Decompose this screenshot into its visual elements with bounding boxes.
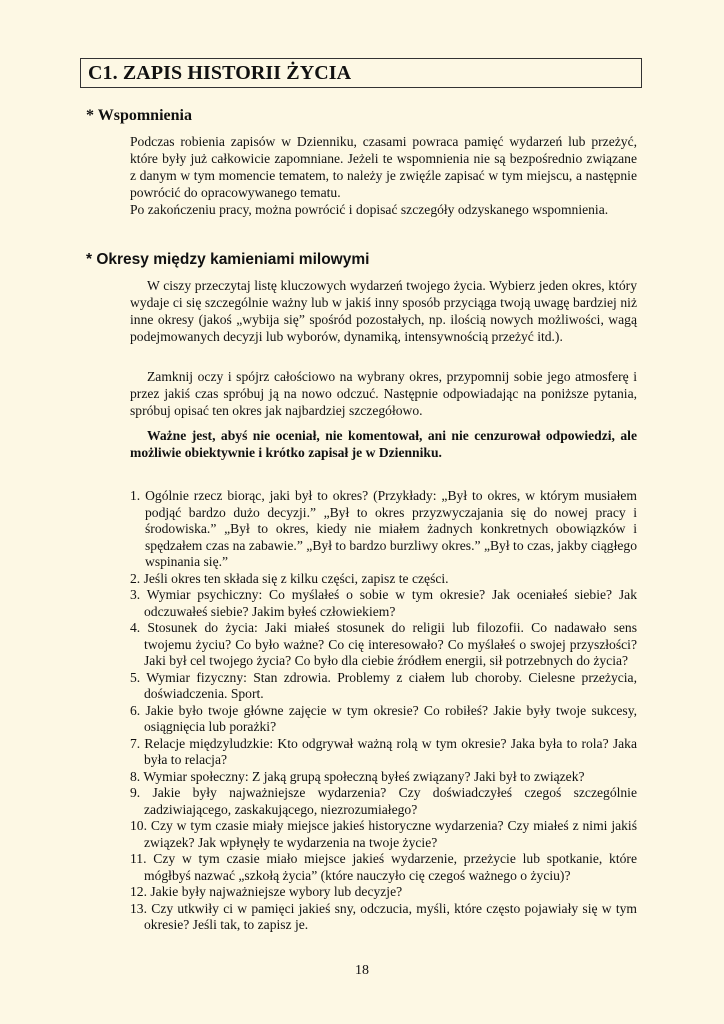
question-item: 3. Wymiar psychiczny: Co myślałeś o sobie w tym okresie? Jak oceniałeś siebie? Jak odczuwałeś siebie? Jakim byłeś człowiekiem? (130, 587, 637, 619)
section-heading-memories: * Wspomnienia (86, 107, 192, 124)
question-item: 6. Jakie było twoje główne zajęcie w tym okresie? Co robiłeś? Jakie były twoje sukcesy, osiągnięcia lub porażki? (130, 702, 637, 734)
periods-paragraph-2: Zamknij oczy i spójrz całościowo na wybrany okres, przypomnij sobie jego atmosferę i przez jakiś czas spróbuj ją na nowo odczuć. Następnie odpowiadając na poniższe pytania, spróbuj opisać ten okres jak najbardziej szczegółowo. (130, 369, 637, 418)
memories-paragraph-1: Podczas robienia zapisów w Dzienniku, czasami powraca pamięć wydarzeń lub przeżyć, które były już całkowicie zapomniane. Jeżeli te wspomnienia nie są bezpośrednio związane z danym w tym momencie tematem, to należy je zwięźle zapisać w tym miejscu, a następnie powrócić do opracowywanego tematu. (130, 134, 637, 200)
question-item: 4. Stosunek do życia: Jaki miałeś stosunek do religii lub filozofii. Co nadawało sens twojemu życiu? Co było ważne? Co cię interesowało? Co myślałeś o swojej przyszłości? Jaki był cel twojego życia? Co było dla ciebie źródłem energii, sił potrzebnych do życia? (130, 620, 637, 668)
question-item: 5. Wymiar fizyczny: Stan zdrowia. Problemy z ciałem lub choroby. Cielesne przeżycia, doświadczenia. Sport. (130, 669, 637, 701)
question-item: 8. Wymiar społeczny: Z jaką grupą społeczną byłeś związany? Jaki był to związek? (130, 768, 585, 784)
title-box (80, 58, 642, 88)
question-item: 10. Czy w tym czasie miały miejsce jakieś historyczne wydarzenia? Czy miałeś z nimi jakiś związek? Jak wpłynęły te wydarzenia na twoje życie? (130, 818, 637, 850)
memories-paragraph-2: Po zakończeniu pracy, można powrócić i dopisać szczegóły odzyskanego wspomnienia. (130, 202, 609, 217)
question-item: 7. Relacje międzyludzkie: Kto odgrywał ważną rolą w tym okresie? Jaka była to rola? Jaka była to relacja? (130, 735, 637, 767)
question-item: 1. Ogólnie rzecz biorąc, jaki był to okres? (Przykłady: „Był to okres, w którym musiałem podjąć bardzo dużo decyzji.” „Był to okres przyzwyczajania się do nowej pracy i środowiska.” „Był to okres, kiedy nie miałem żadnych konkretnych obowiązków i spędzałem czas na zabawie.” „Był to bardzo burzliwy okres.” „Był to czas, jakby ciągłego wspinania się.” (130, 488, 637, 569)
question-item: 9. Jakie były najważniejsze wydarzenia? Czy doświadczyłeś czegoś szczególnie zadziwiającego, zaskakującego, niezrozumiałego? (130, 785, 637, 817)
periods-paragraph-1: W ciszy przeczytaj listę kluczowych wydarzeń twojego życia. Wybierz jeden okres, który wydaje ci się szczególnie ważny lub w jakiś inny sposób przyciąga twoją uwagę bardziej niż inne okresy (jakoś „wybija się” spośród pozostałych, np. ilością nowych możliwości, wagą podejmowanych decyzji lub wyborów, dynamiką, intensywnością przeżyć itd.). (130, 278, 637, 344)
question-item: 2. Jeśli okres ten składa się z kilku części, zapisz te części. (130, 570, 449, 586)
periods-paragraph-3: Ważne jest, abyś nie oceniał, nie komentował, ani nie cenzurował odpowiedzi, ale możliwie obiektywnie i krótko zapisał je w Dzienniku. (130, 428, 637, 460)
page-title: C1. ZAPIS HISTORII ŻYCIA (88, 62, 352, 84)
question-item: 11. Czy w tym czasie miało miejsce jakieś wydarzenie, przeżycie lub spotkanie, które mógłbyś nazwać „szkołą życia” (które nauczyło cię czegoś ważnego o życiu)? (130, 851, 637, 883)
question-item: 12. Jakie były najważniejsze wybory lub decyzje? (130, 884, 403, 899)
question-item: 13. Czy utkwiły ci w pamięci jakieś sny, odczucia, myśli, które często pojawiały się w tym okresie? Jeśli tak, to zapisz je. (130, 900, 637, 932)
questions-list (130, 488, 637, 934)
section-heading-periods: * Okresy między kamieniami milowymi (86, 251, 370, 268)
page-number: 18 (355, 963, 369, 978)
